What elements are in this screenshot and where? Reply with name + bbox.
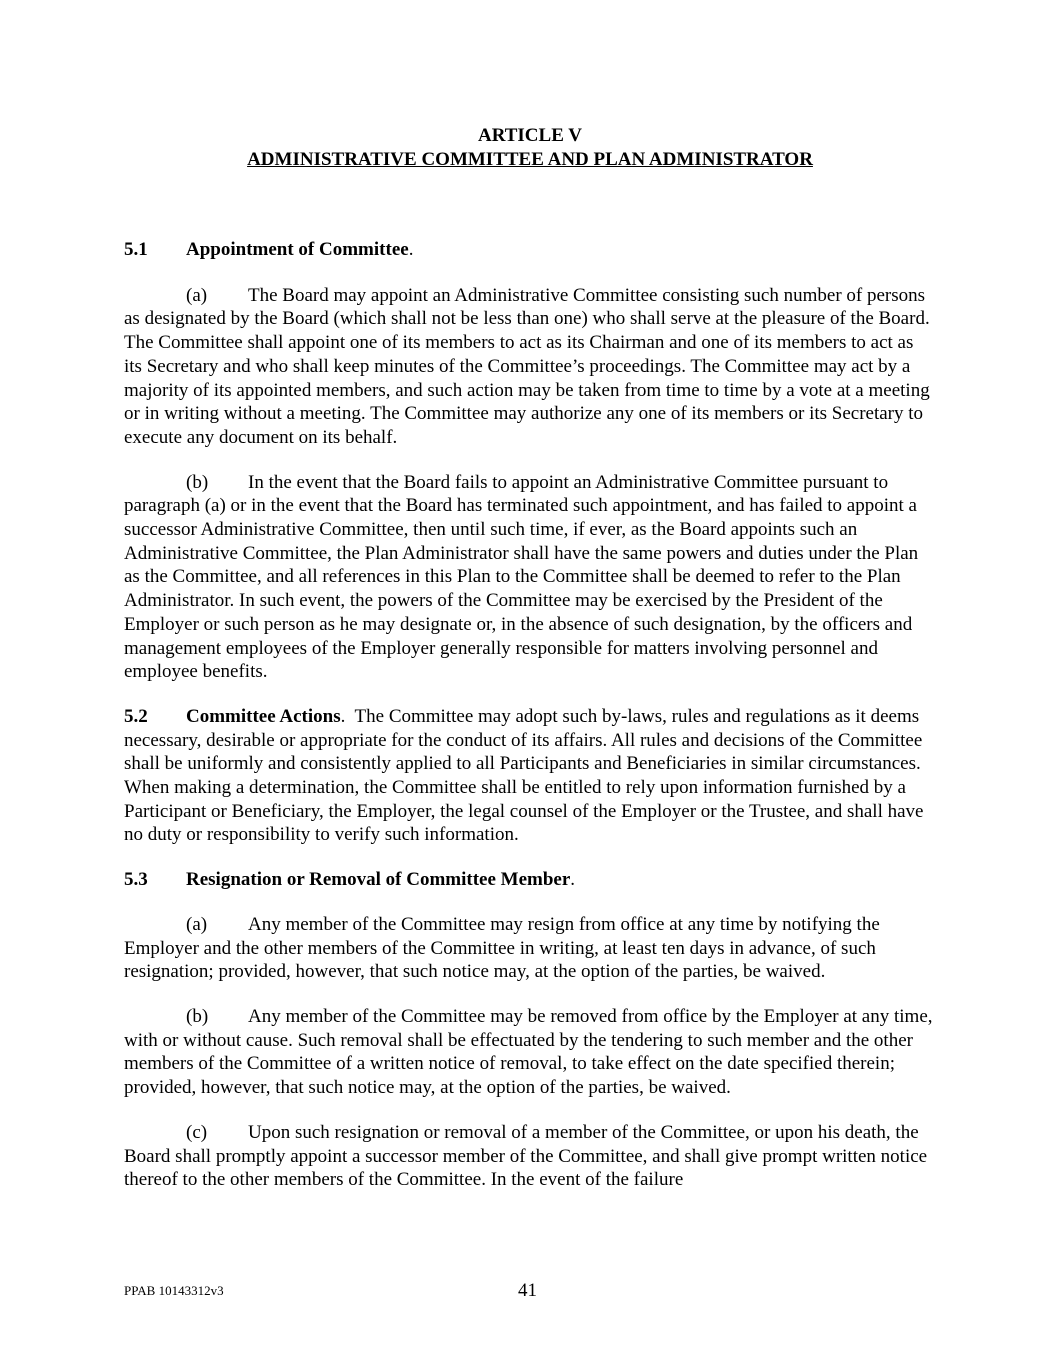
paragraph-text: The Board may appoint an Administrative Committee consisting such number of persons as designated by the Board (which shall not be less than one) who shall serve at the pleasure of the Board. The Committee shall appoint one of its members to act as its Chairman and one of its members to act as its Secretary and who shall keep minutes of the Committee’s proceedings. The Committee may act by a majority of its appointed members, and such action may be taken from time to time by a vote at a meeting or in writing without a meeting. The Committee may authorize any one of its members or its Secretary to execute any document on its behalf. [124,284,930,448]
footer-page-number: 41 [518,1280,537,1301]
article-number: ARTICLE V [477,125,583,146]
paragraph-label: (b) [186,471,209,493]
section-title: Resignation or Removal of Committee Member [186,869,571,891]
paragraph-label: (a) [186,913,208,935]
section-title: Committee Actions [186,705,341,727]
document-page [124,124,936,1192]
article-title: ADMINISTRATIVE COMMITTEE AND PLAN ADMINISTRATOR [247,149,813,170]
section-5-1-a [124,284,936,450]
paragraph-text: Any member of the Committee may be removed from office by the Employer at any time, with or without cause. Such removal shall be effectuated by the tendering to such member and the other members of the Committee of a written notice of removal, to take effect on the date specified therein; provided, however, that such notice may, at the option of the parties, be waived. [124,1005,933,1099]
paragraph-text: Any member of the Committee may resign from office at any time by notifying the Employer and the other members of the Committee in writing, at least ten days in advance, of such resignation; provided, however, that such notice may, at the option of the parties, be waived. [124,913,880,983]
paragraph-text: The Committee may adopt such by-laws, rules and regulations as it deems necessary, desirable or appropriate for the conduct of its affairs. All rules and decisions of the Committee shall be uniformly and consistently applied to all Participants and Beneficiaries in similar circumstances. When making a determination, the Committee shall be entitled to rely upon information furnished by a Participant or Beneficiary, the Employer, the legal counsel of the Employer or the Trustee, and shall have no duty or responsibility to verify such information. [124,705,924,846]
article-heading [124,124,936,172]
section-5-1-heading: 5.1 Appointment of Committee. [124,239,414,260]
section-5-1-b [124,471,936,684]
section-5-3-a [124,913,936,984]
paragraph-label: (a) [186,284,208,306]
footer-document-id: PPAB 10143312v3 [124,1283,224,1298]
section-number: 5.1 [124,239,148,260]
section-number: 5.2 [124,705,148,727]
section-number: 5.3 [124,869,148,891]
section-5-3-c [124,1121,936,1192]
section-title: Appointment of Committee [186,239,409,260]
paragraph-text: Upon such resignation or removal of a member of the Committee, or upon his death, the Board shall promptly appoint a successor member of the Committee, and shall give prompt written notice thereof to the other members of the Committee. In the event of the failure [124,1121,928,1191]
section-5-3-heading: 5.3 Resignation or Removal of Committee Member. [124,869,576,891]
section-5-2: 5.2 Committee Actions. The Committee may adopt such by-laws, rules and regulations as it deems necessary, desirable or appropriate for the conduct of its affairs. All rules and decisions of the Committee shall be uniformly and consistently applied to all Participants and Beneficiaries in similar circumstances. When making a determination, the Committee shall be entitled to rely upon information furnished by a Participant or Beneficiary, the Employer, the legal counsel of the Employer or the Trustee, and shall have no duty or responsibility to verify such information. [124,705,924,846]
paragraph-text: In the event that the Board fails to appoint an Administrative Committee pursuant to paragraph (a) or in the event that the Board has terminated such appointment, and has failed to appoint a successor Administrative Committee, then until such time, if ever, as the Board appoints such an Administrative Committee, the Plan Administrator shall have the same powers and duties under the Plan as the Committee, and all references in this Plan to the Committee shall be deemed to refer to the Plan Administrator. In such event, the powers of the Committee may be exercised by the President of the Employer or such person as he may designate or, in the absence of such designation, by the officers and management employees of the Employer generally responsible for matters involving personnel and employee benefits. [124,471,919,683]
section-5-3-b [124,1005,936,1100]
paragraph-label: (c) [186,1121,208,1143]
paragraph-label: (b) [186,1005,209,1027]
